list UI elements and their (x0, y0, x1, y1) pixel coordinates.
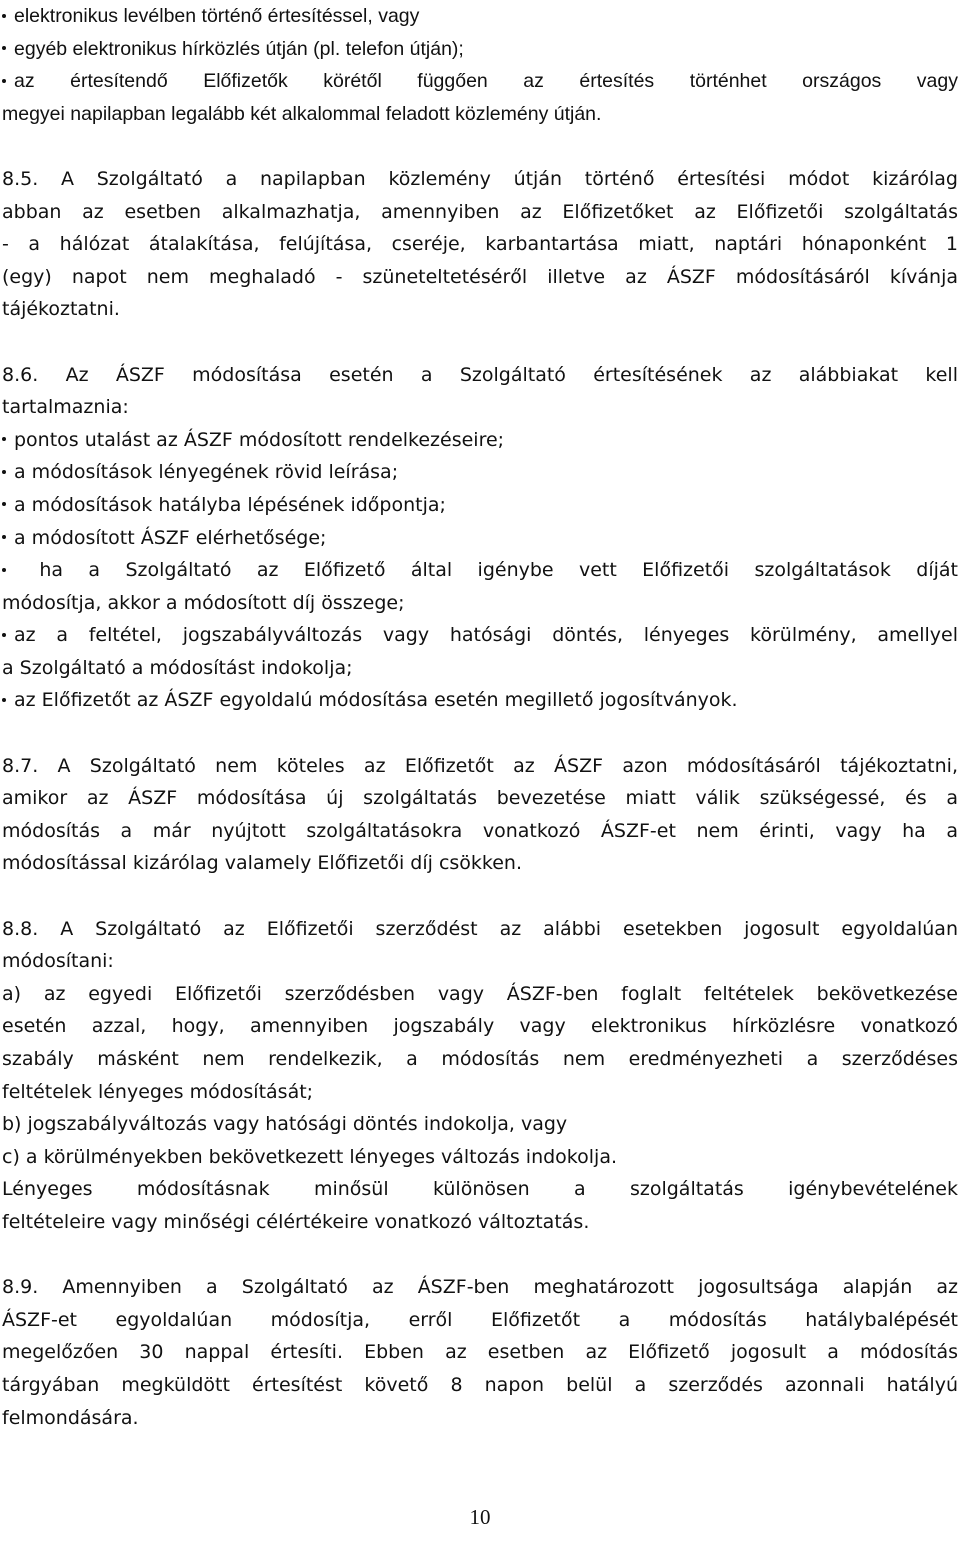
line-text: a) az egyedi Előfizetői szerződésben vagy ÁSZF-ben foglalt feltételek bekövetkezése (2, 982, 958, 1005)
line-text: a módosítások hatályba lépésének időpontja; (14, 493, 446, 516)
line-text: 8.7. A Szolgáltató nem köteles az Előfizetőt az ÁSZF azon módosításáról tájékoztatni, (2, 754, 958, 777)
text-line (2, 261, 958, 294)
line-text: feltételeire vagy minőségi célértékeire vonatkozó változtatás. (2, 1210, 590, 1233)
text-line (2, 1369, 958, 1402)
text-line (2, 1304, 958, 1337)
bullet-dot-icon (2, 633, 6, 637)
text-line (2, 228, 958, 261)
text-line (2, 359, 958, 392)
bullet-dot-icon (2, 470, 6, 474)
paragraph-spacer (2, 717, 958, 750)
line-text: módosítás a már nyújtott szolgáltatásokra vonatkozó ÁSZF-et nem érinti, vagy ha a (2, 819, 958, 842)
text-line (2, 1402, 958, 1435)
bullet-line (2, 489, 958, 522)
text-line (2, 945, 958, 978)
line-text: módosítja, akkor a módosított díj összege; (2, 591, 405, 614)
text-line (2, 1336, 958, 1369)
line-text: 8.9. Amennyiben a Szolgáltató az ÁSZF-ben meghatározott jogosultsága alapján az (2, 1276, 958, 1299)
text-line (2, 652, 958, 685)
line-text: tárgyában megküldött értesítést követő 8 napon belül a szerződés azonnali hatályú (2, 1373, 958, 1396)
line-text: abban az esetben alkalmazhatja, amennyiben az Előfizetőket az Előfizetői szolgáltatás (2, 200, 958, 223)
paragraph-spacer (2, 326, 958, 359)
line-text: egyéb elektronikus hírközlés útján (pl. telefon útján); (14, 37, 464, 60)
bullet-dot-icon (2, 46, 6, 50)
text-line (2, 847, 958, 880)
text-line (2, 1271, 958, 1304)
line-text: megyei napilapban legalább két alkalommal feladott közlemény útján. (2, 102, 602, 125)
bullet-dot-icon (2, 79, 6, 83)
line-text: tájékoztatni. (2, 298, 120, 321)
line-text: elektronikus levélben történő értesítéssel, vagy (14, 5, 420, 27)
text-line (2, 1206, 958, 1239)
line-text: esetén azzal, hogy, amennyiben jogszabály vagy elektronikus hírközlésre vonatkozó (2, 1015, 958, 1038)
line-text: 8.5. A Szolgáltató a napilapban közlemény útján történő értesítési módot kizárólag (2, 167, 958, 190)
line-text: amikor az ÁSZF módosítása új szolgáltatás bevezetése miatt válik szükségessé, és a (2, 787, 958, 810)
line-text: szabály másként nem rendelkezik, a módosítás nem eredményezheti a szerződéses (2, 1048, 958, 1070)
bullet-line (2, 65, 958, 98)
text-line (2, 913, 958, 946)
paragraph-spacer (2, 130, 958, 163)
line-text: - a hálózat átalakítása, felújítása, cseréje, karbantartása miatt, naptári hónaponként 1 (2, 233, 958, 256)
line-text: felmondására. (2, 1406, 139, 1429)
text-line (2, 1010, 958, 1043)
text-line (2, 1108, 958, 1141)
line-text: Lényeges módosításnak minősül különösen a szolgáltatás igénybevételének (2, 1178, 958, 1201)
bullet-line (2, 456, 958, 489)
line-text: b) jogszabályváltozás vagy hatósági döntés indokolja, vagy (2, 1113, 568, 1136)
line-text: az Előfizetőt az ÁSZF egyoldalú módosítása esetén megillető jogosítványok. (14, 689, 738, 712)
line-text: megelőzően 30 nappal értesíti. Ebben az esetben az Előfizető jogosult a módosítás (2, 1341, 958, 1364)
bullet-line (2, 619, 958, 652)
line-text: (egy) napot nem meghaladó - szüneteltetéséről illetve az ÁSZF módosításáról kívánja (2, 265, 958, 288)
line-text: tartalmaznia: (2, 396, 129, 419)
line-text: 8.6. Az ÁSZF módosítása esetén a Szolgáltató értesítésének az alábbiakat kell (2, 363, 958, 386)
line-text: módosítással kizárólag valamely Előfizetői díj csökken. (2, 852, 523, 875)
text-line (2, 978, 958, 1011)
text-line (2, 815, 958, 848)
bullet-line (2, 684, 958, 717)
bullet-dot-icon (2, 535, 6, 539)
line-text: feltételek lényeges módosítását; (2, 1080, 314, 1103)
bullet-dot-icon (2, 698, 6, 702)
bullet-dot-icon (2, 502, 6, 506)
bullet-dot-icon (2, 437, 6, 441)
text-line (2, 750, 958, 783)
text-line (2, 1043, 958, 1076)
text-line (2, 98, 958, 131)
line-text: ha a Szolgáltató az Előfizető által igénybe vett Előfizetői szolgáltatások díját (14, 559, 958, 582)
line-text: módosítani: (2, 950, 114, 973)
bullet-line (2, 554, 958, 587)
paragraph-spacer (2, 1239, 958, 1272)
text-line (2, 587, 958, 620)
bullet-line (2, 522, 958, 555)
bullet-dot-icon (2, 568, 6, 572)
bullet-line (2, 0, 958, 33)
line-text: a Szolgáltató a módosítást indokolja; (2, 656, 353, 679)
text-line (2, 293, 958, 326)
text-line (2, 1141, 958, 1174)
text-line (2, 391, 958, 424)
line-text: a módosított ÁSZF elérhetősége; (14, 526, 327, 549)
line-text: 8.8. A Szolgáltató az Előfizetői szerződést az alábbi esetekben jogosult egyoldalúan (2, 917, 958, 940)
bullet-dot-icon (2, 14, 6, 18)
line-text: a módosítások lényegének rövid leírása; (14, 461, 399, 484)
line-text: az értesítendő Előfizetők körétől függően az értesítés történhet országos vagy (14, 70, 958, 93)
bullet-line (2, 424, 958, 457)
paragraph-spacer (2, 880, 958, 913)
text-line (2, 1076, 958, 1109)
line-text: c) a körülményekben bekövetkezett lényeges változás indokolja. (2, 1145, 617, 1168)
line-text: pontos utalást az ÁSZF módosított rendelkezéseire; (14, 428, 505, 451)
line-text: ÁSZF-et egyoldalúan módosítja, erről Előfizetőt a módosítás hatálybalépését (2, 1308, 958, 1331)
document-body (2, 0, 958, 1434)
text-line (2, 163, 958, 196)
line-text: az a feltétel, jogszabályváltozás vagy hatósági döntés, lényeges körülmény, amellyel (14, 624, 958, 647)
bullet-line (2, 33, 958, 66)
page-number: 10 (469, 1505, 491, 1529)
text-line (2, 782, 958, 815)
text-line (2, 196, 958, 229)
text-line (2, 1173, 958, 1206)
